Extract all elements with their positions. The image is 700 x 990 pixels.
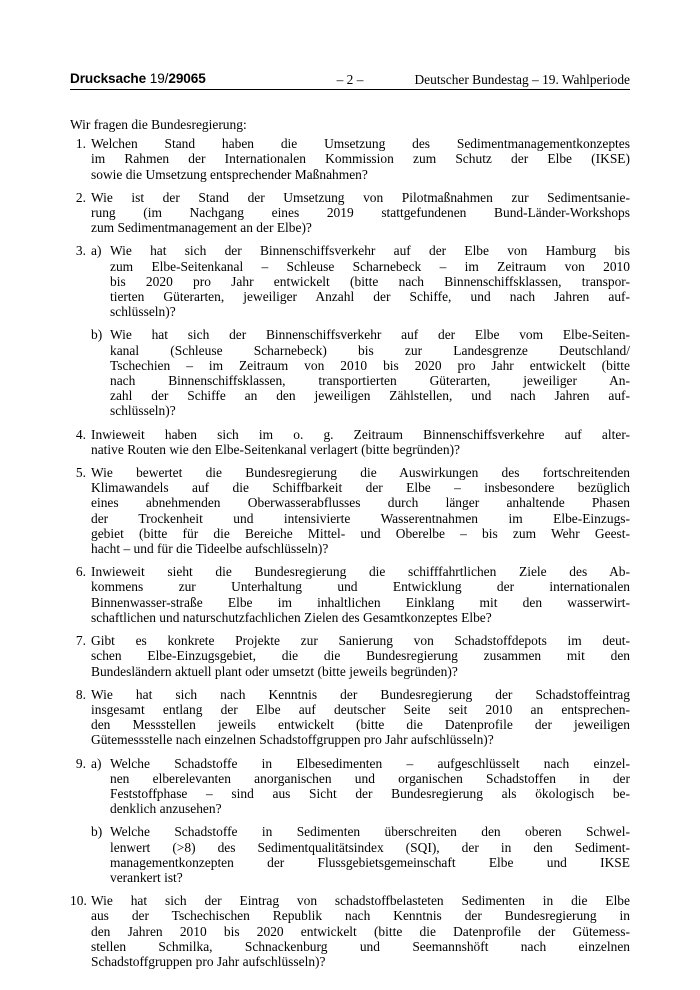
question-line: Wie hat sich der Binnenschiffsverkehr auf der Elbe von Hamburg bis xyxy=(110,243,630,259)
question-line: Welchen Stand haben die Umsetzung des Sedimentmanagementkonzeptes xyxy=(91,136,630,152)
question-line: insgesamt entlang der Elbe auf deutscher Seite seit 2010 an entsprechen- xyxy=(91,701,630,717)
question-line: managementkonzepten der Flussgebietsgemeinschaft Elbe und IKSE xyxy=(110,854,630,870)
question-line: hacht – und für die Tideelbe aufschlüsseln)? xyxy=(91,541,329,557)
question-1 xyxy=(70,136,630,182)
header-rule xyxy=(70,89,630,90)
question-line: Feststoffphase – sind aus Sicht der Bundesregierung als ökologisch be- xyxy=(110,785,630,801)
question-5 xyxy=(70,465,630,556)
question-9 xyxy=(70,756,630,886)
question-line: eines abnehmenden Oberwasserabflusses durch länger anhaltende Phasen xyxy=(91,495,630,511)
question-number: 1. xyxy=(75,136,86,152)
question-10 xyxy=(70,893,630,969)
question-7 xyxy=(70,633,630,679)
question-number: 6. xyxy=(75,564,86,580)
subquestion-label: a) xyxy=(91,755,102,771)
question-line: Klimawandels auf die Schiffbarkeit der Elbe – insbesondere bezüglich xyxy=(91,480,630,496)
drucksache-label xyxy=(70,71,206,86)
question-line: Binnenwasser-straße Elbe im inhaltlichen Einklang mit den wasserwirt- xyxy=(91,594,630,610)
page-header xyxy=(70,71,630,89)
question-line: native Routen wie den Elbe-Seitenkanal verlagert (bitte begründen)? xyxy=(91,441,461,457)
question-line: Wie hat sich der Binnenschiffsverkehr auf der Elbe vom Elbe-Seiten- xyxy=(110,327,630,343)
question-number: 2. xyxy=(75,189,86,205)
question-line: Tschechien – im Zeitraum von 2010 bis 2020 pro Jahr entwickelt (bitte xyxy=(110,357,630,373)
question-4 xyxy=(70,427,630,457)
question-line: rung (im Nachgang eines 2019 stattgefundenen Bund-Länder-Workshops xyxy=(91,205,630,221)
subquestion-label: a) xyxy=(91,243,102,259)
question-line: zum Sedimentmanagement an der Elbe)? xyxy=(91,220,312,236)
question-line: denklich anzusehen? xyxy=(110,801,222,817)
question-line: Wie ist der Stand der Umsetzung von Pilotmaßnahmen zur Sedimentsanie- xyxy=(91,189,630,205)
question-2 xyxy=(70,190,630,236)
question-line: gebiet (bitte für die Bereiche Mittel- und Oberelbe – bis zum Wehr Geest- xyxy=(91,525,630,541)
question-line: schlüsseln)? xyxy=(110,403,176,419)
subquestion-3b xyxy=(91,327,630,418)
question-number: 8. xyxy=(75,686,86,702)
header-parliament: Deutscher Bundestag – 19. Wahlperiode xyxy=(414,72,630,87)
question-line: kanal (Schleuse Scharnebeck) bis zur Landesgrenze Deutschland/ xyxy=(110,342,630,358)
question-number: 5. xyxy=(75,465,86,481)
question-line: tierten Güterarten, jeweiliger Anzahl der Schiffe, und nach Jahren auf- xyxy=(110,289,630,305)
question-6 xyxy=(70,564,630,625)
question-number: 10. xyxy=(70,893,87,909)
subquestion-9b xyxy=(91,824,630,885)
question-line: Gütemessstelle nach einzelnen Schadstoffgruppen pro Jahr aufschlüsseln)? xyxy=(91,732,494,748)
question-line: schlüsseln)? xyxy=(110,304,176,320)
question-line: Inwieweit sieht die Bundesregierung die schifffahrtlichen Ziele des Ab- xyxy=(91,564,630,580)
drucksache-word: Drucksache xyxy=(70,71,147,86)
question-line: nen elberelevanten anorganischen und organischen Schadstoffen in der xyxy=(110,770,630,786)
question-line: schaftlichen und naturschutzfachlichen Zielen des Gesamtkonzeptes Elbe? xyxy=(91,609,492,625)
question-line: verankert ist? xyxy=(110,869,183,885)
question-line: aus der Tschechischen Republik nach Kenntnis der Bundesregierung in xyxy=(91,908,630,924)
document-body xyxy=(70,117,630,977)
question-line: im Rahmen der Internationalen Kommission zum Schutz der Elbe (IKSE) xyxy=(91,151,630,167)
intro-text: Wir fragen die Bundesregierung: xyxy=(70,117,247,132)
question-line: Bundesländern aktuell plant oder umsetzt (bitte jeweils begründen)? xyxy=(91,663,458,679)
question-3 xyxy=(70,243,630,418)
question-line: Welche Schadstoffe in Sedimenten überschreiten den oberen Schwel- xyxy=(110,824,630,840)
question-number: 3. xyxy=(75,243,86,259)
question-line: kommens zur Unterhaltung und Entwicklung der internationalen xyxy=(91,579,630,595)
question-line: lenwert (>8) des Sedimentqualitätsindex (SQI), der in den Sediment- xyxy=(110,839,630,855)
question-line: Wie bewertet die Bundesregierung die Auswirkungen des fortschreitenden xyxy=(91,465,630,481)
subquestion-label: b) xyxy=(91,824,103,840)
question-line: Schadstoffgruppen pro Jahr aufschlüsseln)? xyxy=(91,953,326,969)
question-line: der Trockenheit und intensivierte Wasserentnahmen im Elbe-Einzugs- xyxy=(91,510,630,526)
question-line: bis 2020 pro Jahr entwickelt (bitte nach Binnenschiffsklassen, transpor- xyxy=(110,273,630,289)
question-line: nach Binnenschiffsklassen, transportierten Güterarten, jeweiliger An- xyxy=(110,373,630,389)
question-line: sowie die Umsetzung entsprechender Maßnahmen? xyxy=(91,166,368,182)
question-number: 9. xyxy=(75,755,86,771)
question-line: stellen Schmilka, Schnackenburg und Seemannshöft nach einzelnen xyxy=(91,938,630,954)
question-line: Welche Schadstoffe in Elbesedimenten – aufgeschlüsselt nach einzel- xyxy=(110,755,630,771)
subquestion-3a xyxy=(91,243,630,319)
page-number: – 2 – xyxy=(336,72,364,87)
question-line: den Jahren 2010 bis 2020 entwickelt (bitte die Datenprofile der Gütemess- xyxy=(91,923,630,939)
question-line: zum Elbe-Seitenkanal – Schleuse Scharnebeck – im Zeitraum von 2010 xyxy=(110,258,630,274)
question-number: 4. xyxy=(75,426,86,442)
subquestion-label: b) xyxy=(91,327,103,343)
drucksache-number: 29065 xyxy=(168,71,206,86)
question-line: Inwieweit haben sich im o. g. Zeitraum Binnenschiffsverkehre auf alter- xyxy=(91,426,630,442)
subquestion-9a xyxy=(91,756,630,817)
question-number: 7. xyxy=(75,633,86,649)
question-line: Wie hat sich nach Kenntnis der Bundesregierung der Schadstoffeintrag xyxy=(91,686,630,702)
question-line: zahl der Schiffe an den jeweiligen Zählstellen, und nach Jahren auf- xyxy=(110,388,630,404)
question-line: Gibt es konkrete Projekte zur Sanierung von Schadstoffdepots im deut- xyxy=(91,633,630,649)
question-line: schen Elbe-Einzugsgebiet, die die Bundesregierung zusammen mit den xyxy=(91,648,630,664)
question-line: den Messstellen jeweils entwickelt (bitte die Datenprofile der jeweiligen xyxy=(91,717,630,733)
question-8 xyxy=(70,687,630,748)
question-line: Wie hat sich der Eintrag von schadstoffbelasteten Sedimenten in die Elbe xyxy=(91,893,630,909)
drucksache-number-prefix: 19/ xyxy=(149,71,169,86)
